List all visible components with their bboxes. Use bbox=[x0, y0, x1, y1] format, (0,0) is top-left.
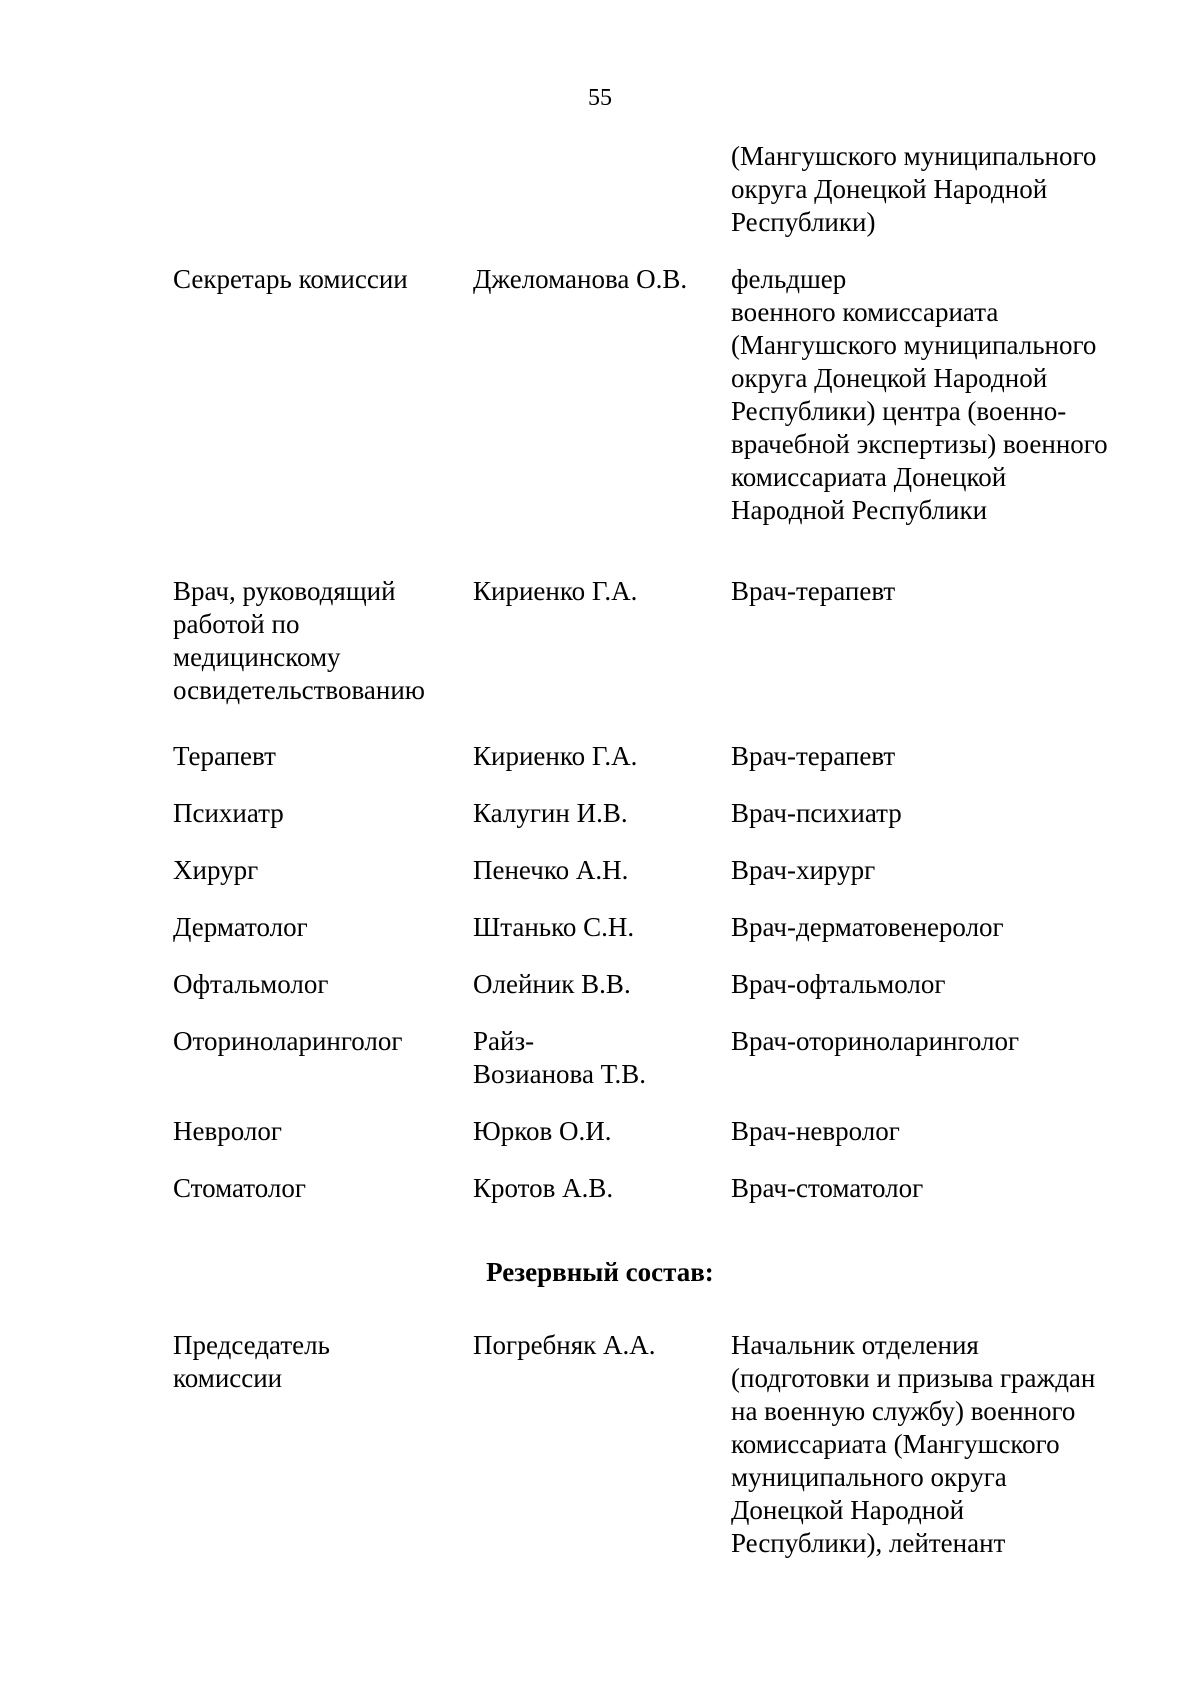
member-name: Юрков О.И. bbox=[473, 1116, 612, 1146]
member-position: Врач-невролог bbox=[731, 1116, 900, 1146]
member-role: Дерматолог bbox=[173, 912, 308, 942]
member-name: Кротов А.В. bbox=[473, 1173, 614, 1203]
member-position: (Мангушского муниципального округа Донецкой Народной Республики) bbox=[731, 141, 1097, 237]
member-position: Врач-хирург bbox=[731, 855, 876, 885]
reserve-section-title: Резервный состав: bbox=[486, 1257, 714, 1287]
member-name: Олейник В.В. bbox=[473, 969, 631, 999]
member-role: Председатель комиссии bbox=[173, 1330, 330, 1393]
member-role: Терапевт bbox=[173, 741, 276, 771]
member-position: фельдшер военного комиссариата (Мангушского муниципального округа Донецкой Народной Республики) центра (военно- врачебной экспертизы) военного комиссариата Донецкой Народной Республики bbox=[731, 264, 1108, 525]
member-role: Оториноларинголог bbox=[173, 1026, 403, 1056]
member-role: Психиатр bbox=[173, 798, 284, 828]
member-role: Секретарь комиссии bbox=[173, 264, 408, 294]
member-position: Врач-оториноларинголог bbox=[731, 1026, 1020, 1056]
member-position: Врач-психиатр bbox=[731, 798, 902, 828]
member-name: Джеломанова О.В. bbox=[473, 264, 688, 294]
member-name: Калугин И.В. bbox=[473, 798, 628, 828]
member-position: Начальник отделения (подготовки и призыва граждан на военную службу) военного комиссариата (Мангушского муниципального округа Донецкой Народной Республики), лейтенант bbox=[731, 1330, 1096, 1558]
member-role: Невролог bbox=[173, 1116, 282, 1146]
member-position: Врач-терапевт bbox=[731, 741, 896, 771]
member-name: Кириенко Г.А. bbox=[473, 741, 638, 771]
member-position: Врач-терапевт bbox=[731, 576, 896, 606]
member-role: Хирург bbox=[173, 855, 259, 885]
member-name: Погребняк А.А. bbox=[473, 1330, 656, 1360]
member-position: Врач-стоматолог bbox=[731, 1173, 924, 1203]
member-position: Врач-дерматовенеролог bbox=[731, 912, 1004, 942]
member-name: Пенечко А.Н. bbox=[473, 855, 629, 885]
page-number: 55 bbox=[588, 85, 612, 111]
member-role: Офтальмолог bbox=[173, 969, 329, 999]
member-name: Райз- Возианова Т.В. bbox=[473, 1026, 646, 1089]
member-role: Врач, руководящий работой по медицинскому освидетельствованию bbox=[173, 576, 425, 705]
member-role: Стоматолог bbox=[173, 1173, 306, 1203]
member-name: Кириенко Г.А. bbox=[473, 576, 638, 606]
member-position: Врач-офтальмолог bbox=[731, 969, 946, 999]
member-name: Штанько С.Н. bbox=[473, 912, 635, 942]
